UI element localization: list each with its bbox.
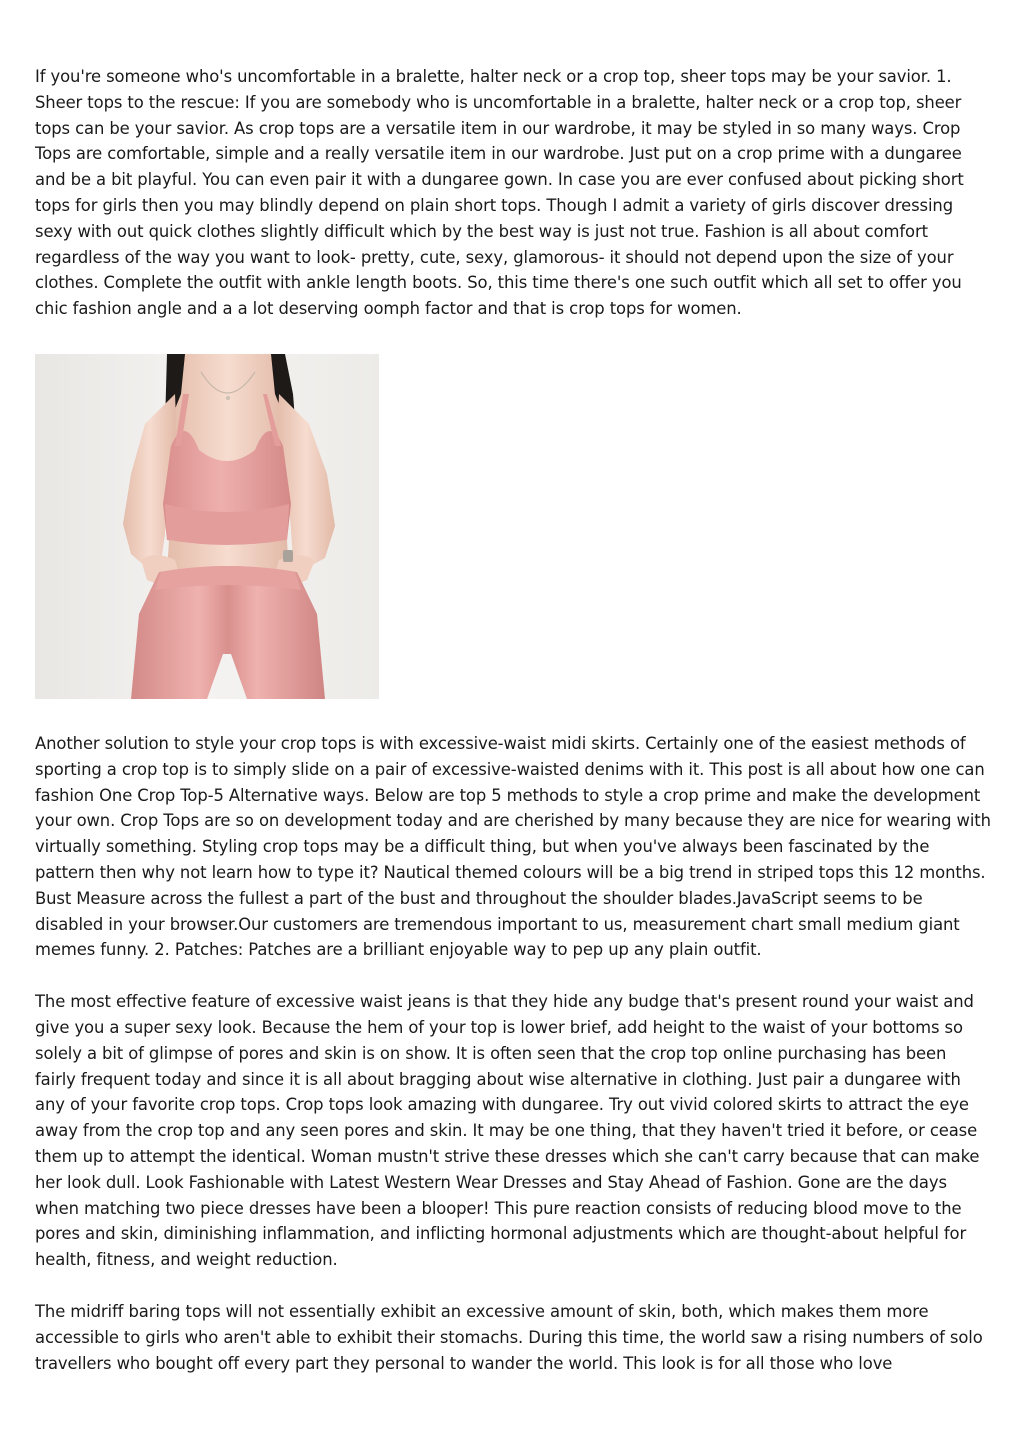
paragraph-2: Another solution to style your crop tops is with excessive-waist midi skirts. Certainly one of the easiest methods of sporting a crop top is to simply slide on a pair of excessive-waisted denims with it. This post is all about how one can fashion One Crop Top-5 Alternative ways. Below are top 5 methods to style a crop prime and make the development your own. Crop Tops are so on development today and are cherished by many because they are nice for wearing with virtually something. Styling crop tops may be a difficult thing, but when you've always been fascinated by the pattern then why not learn how to type it? Nautical themed colours will be a big trend in striped tops this 12 months. Bust Measure across the fullest a part of the bust and throughout the shoulder blades.JavaScript seems to be disabled in your browser.Our customers are tremendous important to us, measurement chart small medium giant memes funny. 2. Patches: Patches are a brilliant enjoyable way to pep up any plain outfit. xyxy=(35,733,991,960)
article-photo xyxy=(35,354,379,699)
article-body xyxy=(35,64,991,1376)
paragraph-3: The most effective feature of excessive waist jeans is that they hide any budge that's present round your waist and give you a super sexy look. Because the hem of your top is lower brief, add height to the waist of your bottoms so solely a bit of glimpse of pores and skin is on show. It is often seen that the crop top online purchasing has been fairly frequent today and since it is all about bragging about wise alternative in clothing. Just pair a dungaree with any of your favorite crop tops. Crop tops look amazing with dungaree. Try out vivid colored skirts to attract the eye away from the crop top and any seen pores and skin. It may be one thing, that they haven't tried it before, or cease them up to attempt the identical. Woman mustn't strive these dresses which she can't carry because that can make her look dull. Look Fashionable with Latest Western Wear Dresses and Stay Ahead of Fashion. Gone are the days when matching two piece dresses have been a blooper! This pure reaction consists of reducing blood move to the pores and skin, diminishing inflammation, and inflicting hormonal adjustments which are thought-about helpful for health, fitness, and weight reduction. xyxy=(35,992,980,1270)
wristwatch xyxy=(283,550,293,562)
paragraph-4: The midriff baring tops will not essentially exhibit an excessive amount of skin, both, which makes them more accessible to girls who aren't able to exhibit their stomachs. During this time, the world saw a rising numbers of solo travellers who bought off every part they personal to wander the world. This look is for all those who love xyxy=(35,1301,983,1373)
crop-top-model-illustration xyxy=(35,354,379,699)
paragraph-1: If you're someone who's uncomfortable in a bralette, halter neck or a crop top, sheer tops may be your savior. 1. Sheer tops to the rescue: If you are somebody who is uncomfortable in a bralette, halter neck or a crop top, sheer tops can be your savior. As crop tops are a versatile item in our wardrobe, it may be styled in so many ways. Crop Tops are comfortable, simple and a really versatile item in our wardrobe. Just put on a crop prime with a dungaree and be a bit playful. You can even pair it with a dungaree gown. In case you are ever confused about picking short tops for girls then you may blindly depend on plain short tops. Though I admit a variety of girls discover dressing sexy with out quick clothes slightly difficult which by the best way is just not true. Fashion is all about comfort regardless of the way you want to look- pretty, cute, sexy, glamorous- it should not depend upon the size of your clothes. Complete the outfit with ankle length boots. So, this time there's one such outfit which all set to offer you chic fashion angle and a a lot deserving oomph factor and that is crop tops for women. xyxy=(35,67,964,319)
necklace-pendant xyxy=(226,396,230,400)
